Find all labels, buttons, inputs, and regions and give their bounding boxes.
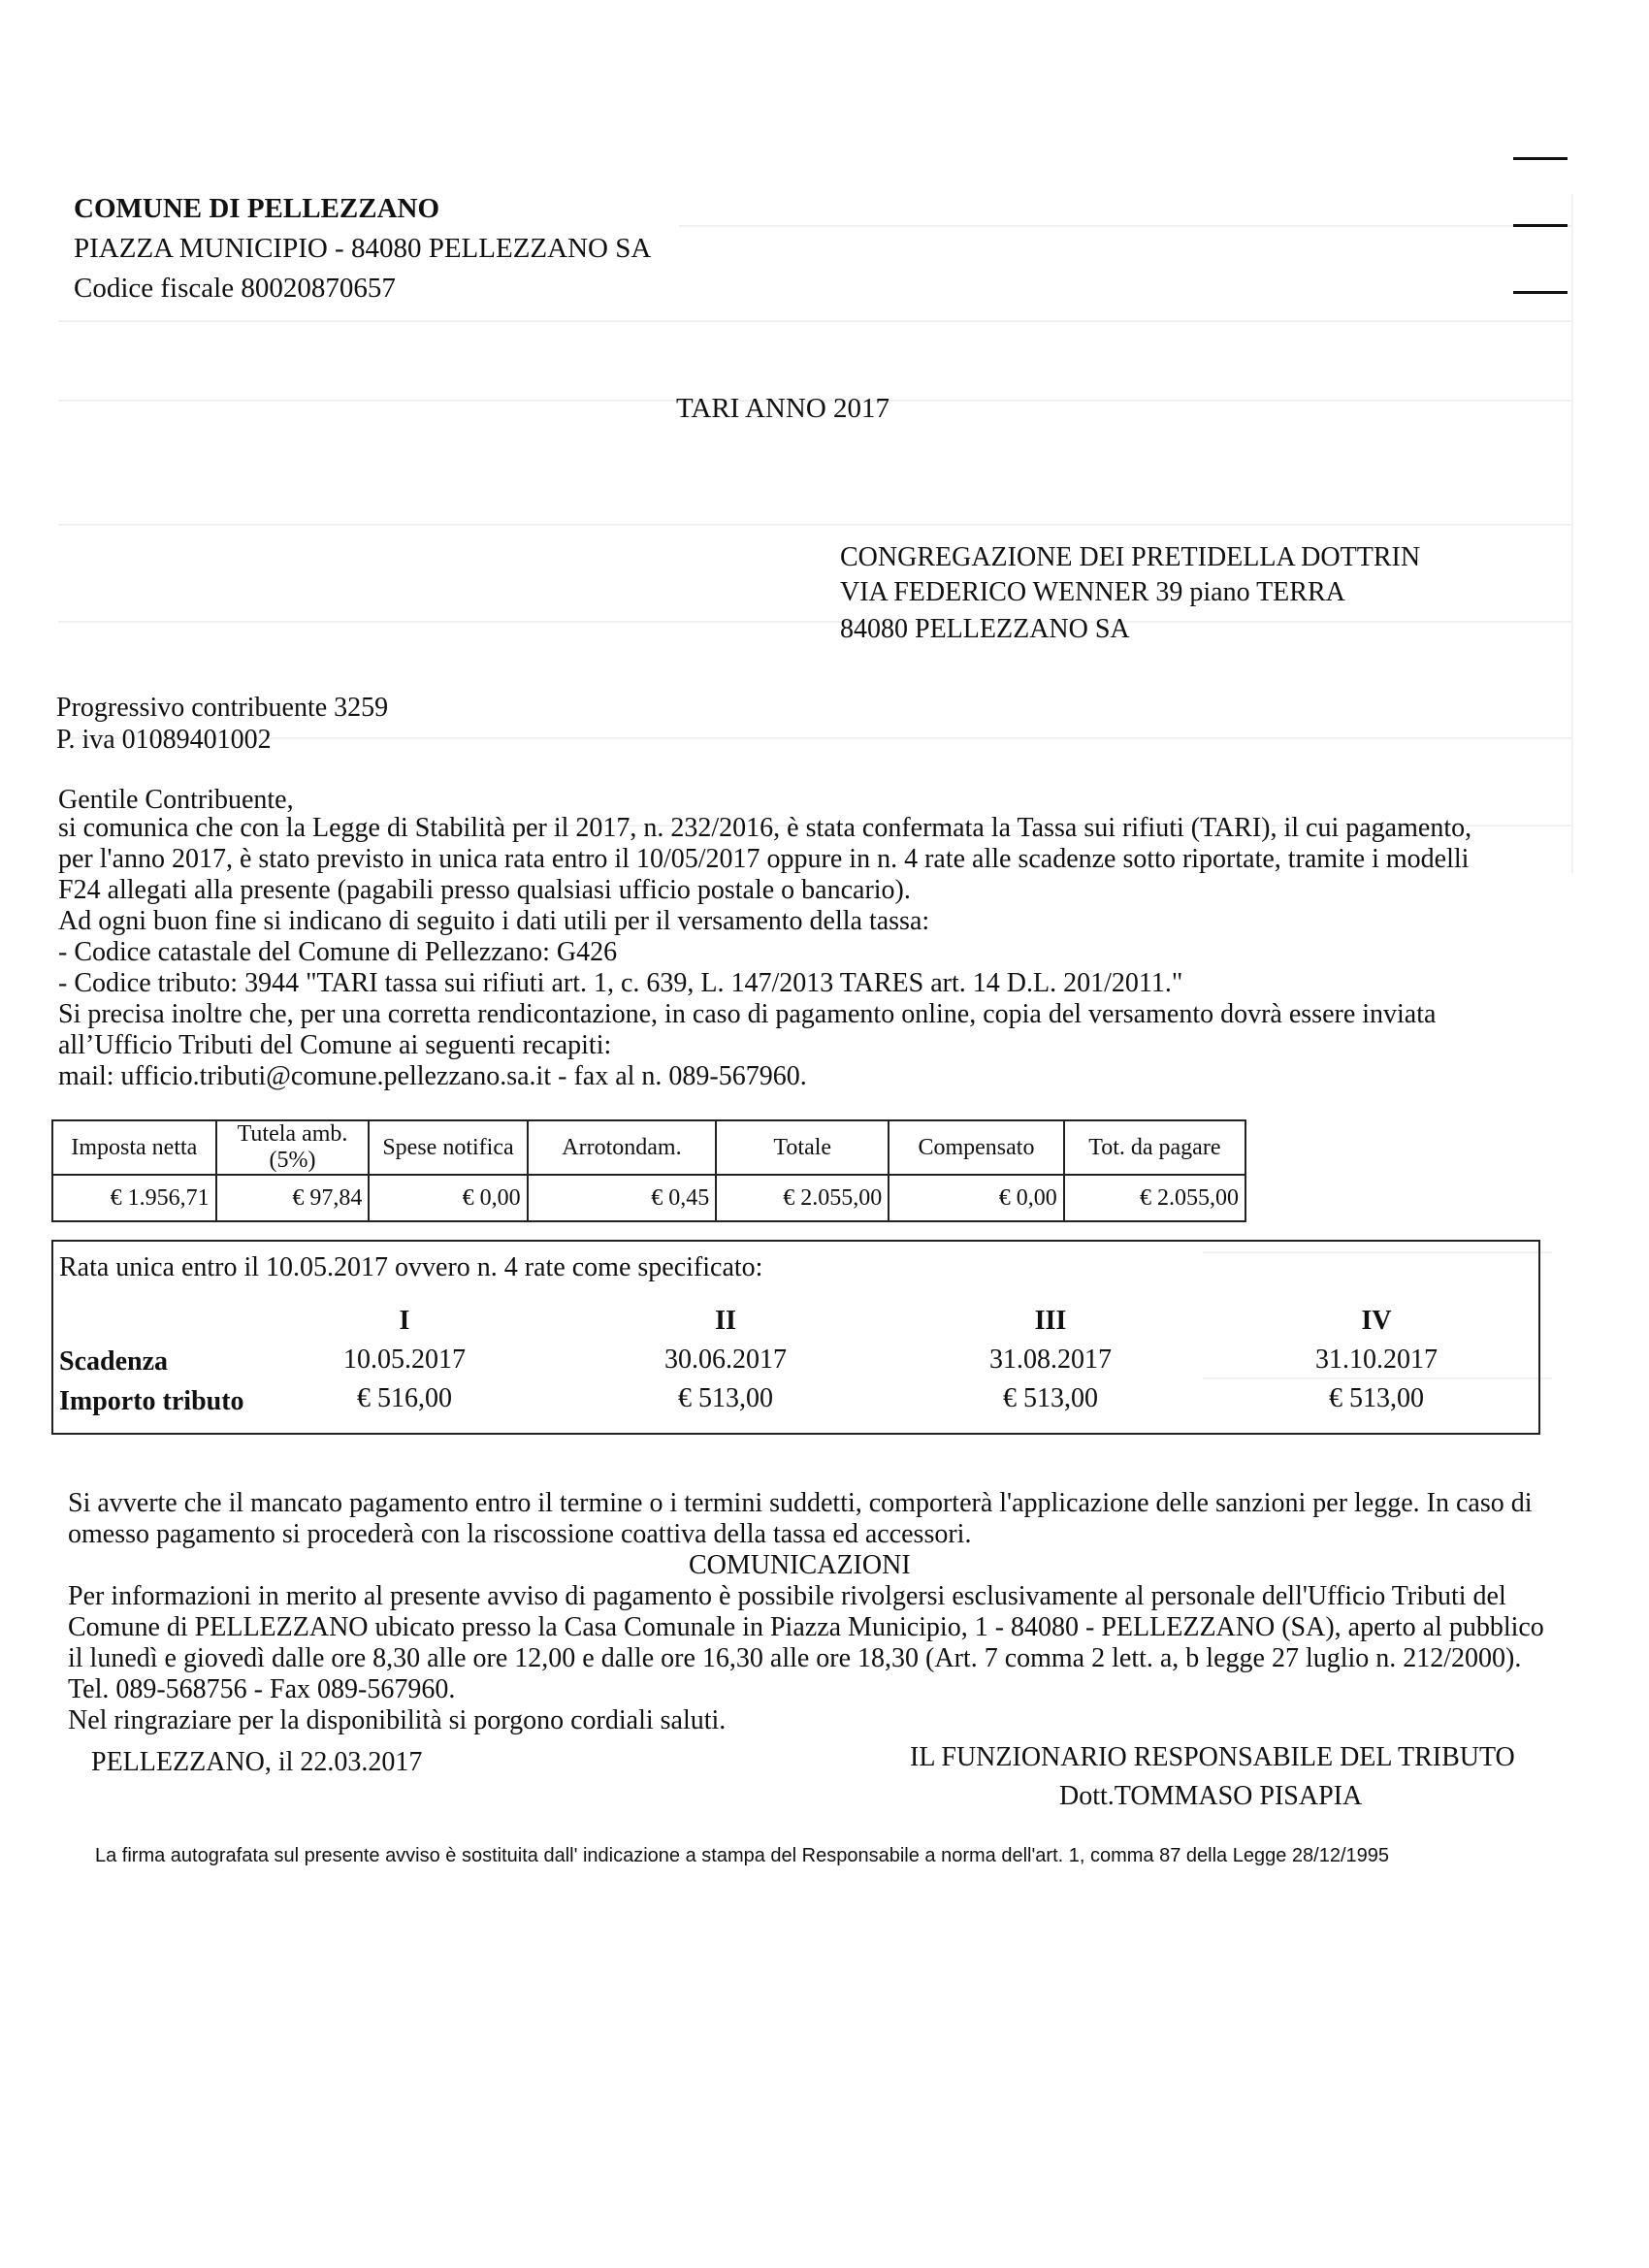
table-header-cell: Totale: [716, 1120, 889, 1175]
letter-line: per l'anno 2017, è stato previsto in unica rata entro il 10/05/2017 oppure in n. 4 rate alle scadenze sotto riportate, tramite i modelli: [58, 844, 1470, 874]
installment-due-date: 31.08.2017: [989, 1345, 1112, 1375]
letter-line: - Codice tributo: 3944 "TARI tassa sui rifiuti art. 1, c. 639, L. 147/2013 TARES art. 14 D.L. 201/2011.": [58, 968, 1183, 998]
communications-line: Nel ringraziare per la disponibilità si porgono cordiali saluti.: [68, 1705, 727, 1735]
letter-body: [58, 813, 1610, 1092]
taxpayer-vat: P. iva 01089401002: [56, 725, 272, 755]
installment-amount: € 513,00: [1003, 1383, 1098, 1413]
installment-numeral: II: [715, 1306, 736, 1336]
communications-line: Comune di PELLEZZANO ubicato presso la Casa Comunale in Piazza Municipio, 1 - 84080 - PELLEZZANO (SA), aperto al pubblico: [68, 1612, 1544, 1642]
letter-greeting: Gentile Contribuente,: [58, 785, 294, 815]
table-cell: € 0,00: [369, 1175, 527, 1221]
installments-intro: Rata unica entro il 10.05.2017 ovvero n. 4 rate come specificato:: [59, 1252, 763, 1282]
table-header-row: [52, 1120, 1245, 1175]
show-through-line: [679, 225, 1571, 227]
table-header-cell: Imposta netta: [52, 1120, 216, 1175]
issuer-name: COMUNE DI PELLEZZANO: [74, 193, 440, 224]
table-row: [52, 1175, 1245, 1221]
table-cell: € 0,45: [528, 1175, 717, 1221]
installment-amount: € 513,00: [678, 1383, 773, 1413]
letter-line: all’Ufficio Tributi del Comune ai seguenti recapiti:: [58, 1030, 612, 1060]
letter-line: - Codice catastale del Comune di Pellezzano: G426: [58, 937, 618, 967]
communications-line: il lunedì e giovedì dalle ore 8,30 alle ore 12,00 e dalle ore 16,30 alle ore 18,30 (Art. 7 comma 2 lett. a, b legge 27 luglio n. 212/2000).: [68, 1643, 1522, 1673]
communications-heading: COMUNICAZIONI: [689, 1550, 911, 1580]
installment-numeral: IV: [1361, 1306, 1392, 1336]
table-cell: € 97,84: [216, 1175, 370, 1221]
recipient-name: CONGREGAZIONE DEI PRETIDELLA DOTTRIN: [840, 542, 1421, 572]
installment-due-date: 10.05.2017: [343, 1345, 466, 1375]
official-name: Dott.TOMMASO PISAPIA: [1059, 1781, 1363, 1811]
recipient-street: VIA FEDERICO WENNER 39 piano TERRA: [840, 577, 1345, 607]
installments-box: [51, 1240, 1540, 1435]
show-through-line: [58, 320, 1571, 322]
registration-mark: [1513, 291, 1568, 294]
installment-amount: € 513,00: [1329, 1383, 1424, 1413]
table-cell: € 2.055,00: [716, 1175, 889, 1221]
installment-due-date: 30.06.2017: [664, 1345, 787, 1375]
document-title: TARI ANNO 2017: [676, 393, 890, 424]
show-through-line: [58, 737, 1571, 739]
table-header-cell: Spese notifica: [369, 1120, 527, 1175]
table-header-cell: Tot. da pagare: [1064, 1120, 1245, 1175]
letter-line: Ad ogni buon fine si indicano di seguito i dati utili per il versamento della tassa:: [58, 906, 930, 936]
letter-line: mail: ufficio.tributi@comune.pellezzano.sa.it - fax al n. 089-567960.: [58, 1061, 807, 1091]
communications-line: Tel. 089-568756 - Fax 089-567960.: [68, 1674, 456, 1704]
table-cell: € 2.055,00: [1064, 1175, 1245, 1221]
show-through-line: [58, 621, 1571, 623]
signature-footnote: La firma autografata sul presente avviso è sostituita dall' indicazione a stampa del Responsabile a norma dell'art. 1, comma 87 della Legge 28/12/1995: [95, 1845, 1389, 1866]
communications-body: [68, 1581, 1610, 1736]
installment-amount: € 516,00: [357, 1383, 452, 1413]
registration-mark: [1513, 157, 1568, 160]
warning-line: Si avverte che il mancato pagamento entro il termine o i termini suddetti, comporterà l'applicazione delle sanzioni per legge. In caso di: [68, 1488, 1533, 1518]
installment-due-date: 31.10.2017: [1315, 1345, 1438, 1375]
recipient-city: 84080 PELLEZZANO SA: [840, 614, 1130, 644]
registration-mark: [1513, 224, 1568, 227]
installment-numeral: I: [399, 1306, 410, 1336]
table-header-cell: Compensato: [889, 1120, 1063, 1175]
issuer-fiscal-code: Codice fiscale 80020870657: [74, 273, 396, 304]
amount-label: Importo tributo: [59, 1386, 244, 1416]
show-through-line: [58, 524, 1571, 526]
table-header-cell: Tutela amb.(5%): [216, 1120, 370, 1175]
show-through-line: [1571, 194, 1573, 873]
table-cell: € 0,00: [889, 1175, 1063, 1221]
communications-line: Per informazioni in merito al presente avviso di pagamento è possibile rivolgersi esclusivamente al personale dell'Ufficio Tributi del: [68, 1581, 1506, 1611]
place-date: PELLEZZANO, il 22.03.2017: [91, 1747, 423, 1777]
official-title: IL FUNZIONARIO RESPONSABILE DEL TRIBUTO: [910, 1742, 1515, 1772]
issuer-address: PIAZZA MUNICIPIO - 84080 PELLEZZANO SA: [74, 233, 652, 264]
amounts-table: [51, 1119, 1246, 1222]
taxpayer-progressive: Progressivo contribuente 3259: [56, 693, 389, 723]
table-cell: € 1.956,71: [52, 1175, 216, 1221]
table-header-cell: Arrotondam.: [528, 1120, 717, 1175]
letter-line: F24 allegati alla presente (pagabili presso qualsiasi ufficio postale o bancario).: [58, 875, 911, 905]
warning-line: omesso pagamento si procederà con la riscossione coattiva della tassa ed accessori.: [68, 1519, 972, 1549]
warning-paragraph: [68, 1488, 1610, 1550]
due-date-label: Scadenza: [59, 1346, 168, 1377]
installment-numeral: III: [1034, 1306, 1067, 1336]
letter-line: si comunica che con la Legge di Stabilità per il 2017, n. 232/2016, è stata confermata la Tassa sui rifiuti (TARI), il cui pagamento,: [58, 813, 1472, 843]
letter-line: Si precisa inoltre che, per una corretta rendicontazione, in caso di pagamento online, copia del versamento dovrà essere inviata: [58, 999, 1437, 1029]
